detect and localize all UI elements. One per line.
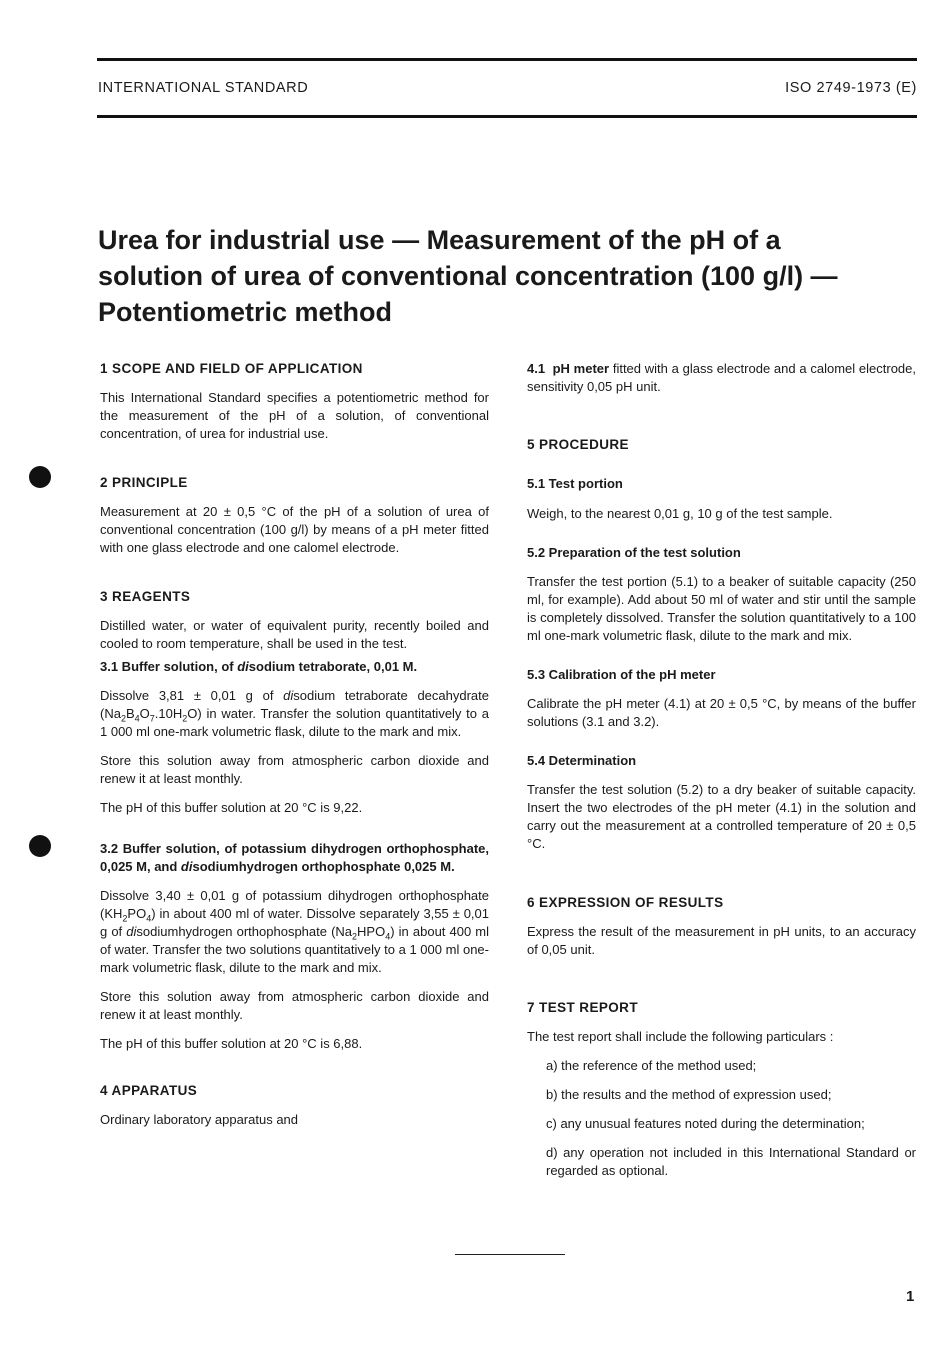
list-item: a) the reference of the method used; [546,1058,757,1073]
document-title [98,222,898,330]
section-3-2-text: Dissolve 3,40 ± 0,01 g of potassium dihydrogen orthophosphate $(KH_2PO_4)$ in about 400 ml of water. Dissolve separately 3,55 ± 0,01 g of disodiumhydrogen orthophosphate $(Na_2HPO_4)$ in about 400 ml of water. Transfer the two solutions quantitatively to a 1 000 ml one-mark volumetric flask, dilute to the mark and mix. [100,888,490,975]
title-line-1: Urea for industrial use — Measurement of the pH of a [98,225,781,255]
section-3-text: Distilled water, or water of equivalent purity, recently boiled and cooled to room temperature, shall be used in the test. [100,618,489,651]
section-5-2-text: Transfer the test portion (5.1) to a beaker of suitable capacity (250 ml, for example). Add about 50 ml of water and stir until the sample is completely dissolved. Transfer the solution quantitatively to a 100 ml one-mark volumetric flask, dilute to the mark and mix. [527,574,916,643]
section-3-2-ph: The pH of this buffer solution at 20 °C is 6,88. [100,1036,363,1051]
section-1-heading: 1 SCOPE AND FIELD OF APPLICATION [100,361,363,376]
page-number: 1 [906,1288,915,1305]
title-line-3: Potentiometric method [98,297,393,327]
title-line-2: solution of urea of conventional concentration (100 g/l) — [98,261,838,291]
margin-bullet-icon [29,466,51,488]
section-5-4-heading: 5.4 Determination [527,753,637,768]
section-3-2-heading: 3.2 Buffer solution, of potassium dihydrogen orthophosphate, 0,025 M, and disodiumhydrogen orthophosphate 0,025 M. [100,841,489,874]
section-1-text: This International Standard specifies a potentiometric method for the measurement of the pH of a solution, of conventional concentration, of urea for industrial use. [100,390,489,441]
section-5-3-heading: 5.3 Calibration of the pH meter [527,667,716,682]
list-item: d) any operation not included in this International Standard or regarded as optional. [546,1145,916,1178]
section-5-2-heading: 5.2 Preparation of the test solution [527,545,741,560]
section-6-text: Express the result of the measurement in pH units, to an accuracy of 0,05 unit. [527,924,916,957]
section-2-text: Measurement at 20 ± 0,5 °C of the pH of a solution of urea of conventional concentration (100 g/l) by means of a pH meter fitted with one glass electrode and one calomel electrode. [100,504,489,555]
section-5-heading: 5 PROCEDURE [527,437,629,452]
section-5-3-text: Calibrate the pH meter (4.1) at 20 ± 0,5 °C, by means of the buffer solutions (3.1 and 3.2). [527,696,916,729]
section-5-4-text: Transfer the test solution (5.2) to a dry beaker of suitable capacity. Insert the two electrodes of the pH meter (4.1) in the solution and carry out the measurement at a controlled temperature of 20 ± 0,5 °C. [527,782,916,851]
section-3-1-text: Dissolve 3,81 ± 0,01 g of disodium tetraborate decahydrate $(Na_2B_4O_7.10H_2O)$ in water. Transfer the solution quantitatively to a 1 000 ml one-mark volumetric flask, dilute to the mark and mix. [100,688,489,739]
section-7-text: The test report shall include the following particulars : [527,1029,834,1044]
footer-rule [455,1254,565,1255]
header-top-rule [97,58,917,61]
section-3-1-heading: 3.1 Buffer solution, of disodium tetraborate, 0,01 M. [100,659,418,674]
header-right: ISO 2749-1973 (E) [785,80,917,96]
list-item: c) any unusual features noted during the determination; [546,1116,865,1131]
section-3-1-storage: Store this solution away from atmospheric carbon dioxide and renew it at least monthly. [100,753,489,786]
left-column [100,360,489,1129]
right-column [527,360,916,1180]
section-7-heading: 7 TEST REPORT [527,1000,638,1015]
section-6-heading: 6 EXPRESSION OF RESULTS [527,895,724,910]
section-5-1-text: Weigh, to the nearest 0,01 g, 10 g of the test sample. [527,506,833,521]
section-4-heading: 4 APPARATUS [100,1083,198,1098]
section-2-heading: 2 PRINCIPLE [100,475,188,490]
list-item: b) the results and the method of expression used; [546,1087,832,1102]
section-4-text: Ordinary laboratory apparatus and [100,1112,299,1127]
section-3-2-storage: Store this solution away from atmospheric carbon dioxide and renew it at least monthly. [100,989,489,1022]
section-3-1-ph: The pH of this buffer solution at 20 °C is 9,22. [100,800,363,815]
section-4-1-text: 4.1 pH meter fitted with a glass electrode and a calomel electrode, sensitivity 0,05 pH unit. [527,361,916,394]
margin-bullet-icon [29,835,51,857]
section-5-1-heading: 5.1 Test portion [527,476,623,491]
header-left: INTERNATIONAL STANDARD [98,80,309,96]
header-bottom-rule [97,115,917,118]
section-3-heading: 3 REAGENTS [100,589,191,604]
